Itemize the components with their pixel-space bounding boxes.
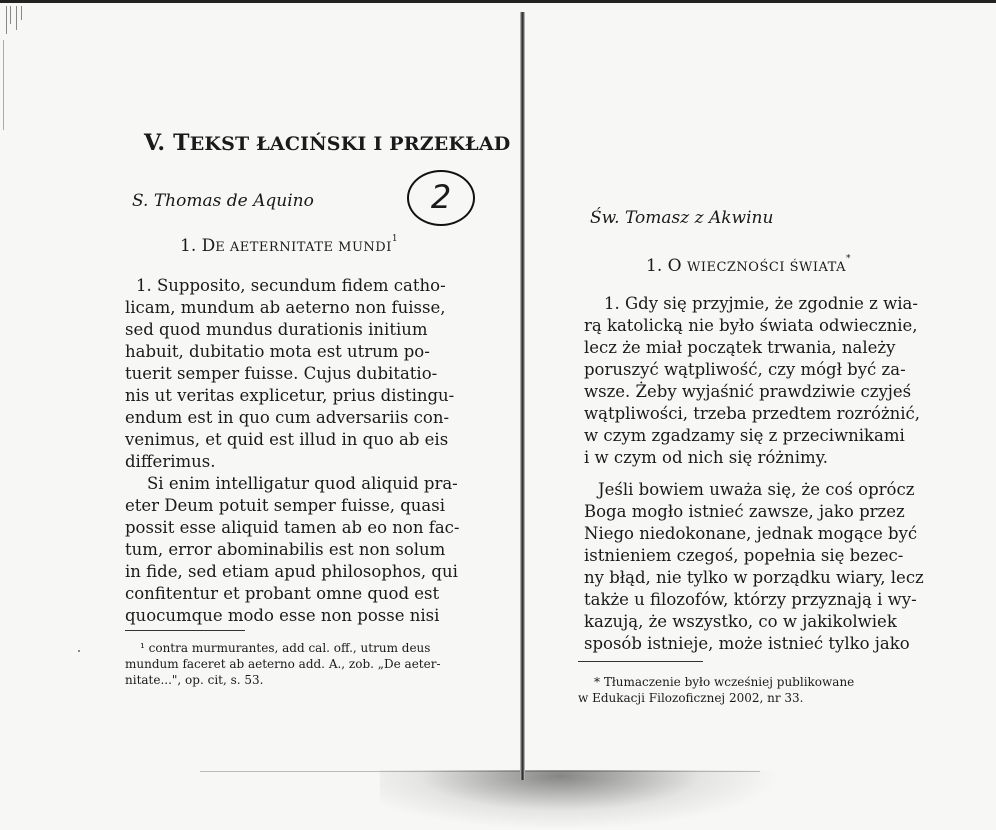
book-spine [520, 12, 525, 780]
handwritten-circled-number: 2 [407, 170, 475, 226]
body-line: in fide, sed etiam apud philosophos, qui [125, 562, 458, 581]
footnote-line: * Tłumaczenie było wcześniej publikowane [594, 675, 855, 689]
body-line: poruszyć wątpliwość, czy mógł być za- [584, 360, 906, 379]
page-top-edge [0, 0, 996, 3]
footnote-rule [125, 630, 245, 631]
body-line: kazują, że wszystko, co w jakikolwiek [584, 612, 897, 631]
body-line: wątpliwości, trzeba przedtem rozróżnić, [584, 404, 921, 423]
body-line: Boga mogło istnieć zawsze, jako przez [584, 502, 905, 521]
body-line: istnieniem czegoś, popełnia się bezec- [584, 546, 904, 565]
body-line: lecz że miał początek trwania, należy [584, 338, 896, 357]
author-polish: Św. Tomasz z Akwinu [590, 208, 774, 228]
speck [78, 650, 80, 652]
body-line: nis ut veritas explicetur, prius distingu- [125, 386, 455, 405]
body-line: rą katolicką nie było świata odwiecznie, [584, 316, 918, 335]
body-line: także u filozofów, którzy przyznają i wy- [584, 590, 917, 609]
body-line: differimus. [125, 452, 216, 471]
body-line: tuerit semper fuisse. Cujus dubitatio- [125, 364, 438, 383]
section-title-latin: 1. DE AETERNITATE MUNDI$^1$ [180, 234, 398, 256]
margin-marks [4, 6, 26, 38]
section-title-polish: 1. O WIECZNOŚCI ŚWIATA* [646, 254, 851, 276]
body-line: i w czym od nich się różnimy. [584, 448, 828, 467]
body-line: Niego niedokonane, jednak mogące być [584, 524, 918, 543]
body-line: sposób istnieje, może istnieć tylko jako [584, 634, 910, 653]
scan-shadow [380, 770, 780, 830]
body-line: 1. Supposito, secundum fidem catho- [136, 276, 446, 295]
body-line: Si enim intelligatur quod aliquid pra- [147, 474, 458, 493]
body-line: Jeśli bowiem uważa się, że coś oprócz [598, 480, 915, 499]
body-line: habuit, dubitatio mota est utrum po- [125, 342, 430, 361]
chapter-heading: V. TEKST ŁACIŃSKI I PRZEKŁAD [144, 130, 511, 156]
body-line: sed quod mundus durationis initium [125, 320, 428, 339]
body-line: tum, error abominabilis est non solum [125, 540, 446, 559]
body-line: licam, mundum ab aeterno non fuisse, [125, 298, 446, 317]
body-line: confitentur et probant omne quod est [125, 584, 440, 603]
footnote-line: mundum faceret ab aeterno add. A., zob. „De aeter- [125, 657, 441, 671]
footnote-line: ¹ contra murmurantes, add cal. off., utrum deus [140, 641, 431, 655]
body-line: w czym zgadzamy się z przeciwnikami [584, 426, 905, 445]
footnote-line: w Edukacji Filozoficznej 2002, nr 33. [578, 691, 804, 705]
footnote-line: nitate...", op. cit, s. 53. [125, 673, 264, 687]
left-edge-line [3, 40, 4, 130]
body-line: endum est in quo cum adversariis con- [125, 408, 450, 427]
body-line: wsze. Żeby wyjaśnić prawdziwie czyjeś [584, 382, 912, 401]
body-line: 1. Gdy się przyjmie, że zgodnie z wia- [604, 294, 918, 313]
body-line: venimus, et quid est illud in quo ab eis [125, 430, 449, 449]
body-line: ny błąd, nie tylko w porządku wiary, lecz [584, 568, 924, 587]
body-line: eter Deum potuit semper fuisse, quasi [125, 496, 446, 515]
body-line: possit esse aliquid tamen ab eo non fac- [125, 518, 460, 537]
footnote-rule [578, 661, 703, 662]
author-latin: S. Thomas de Aquino [132, 191, 314, 211]
body-line: quocumque modo esse non posse nisi [125, 606, 440, 625]
